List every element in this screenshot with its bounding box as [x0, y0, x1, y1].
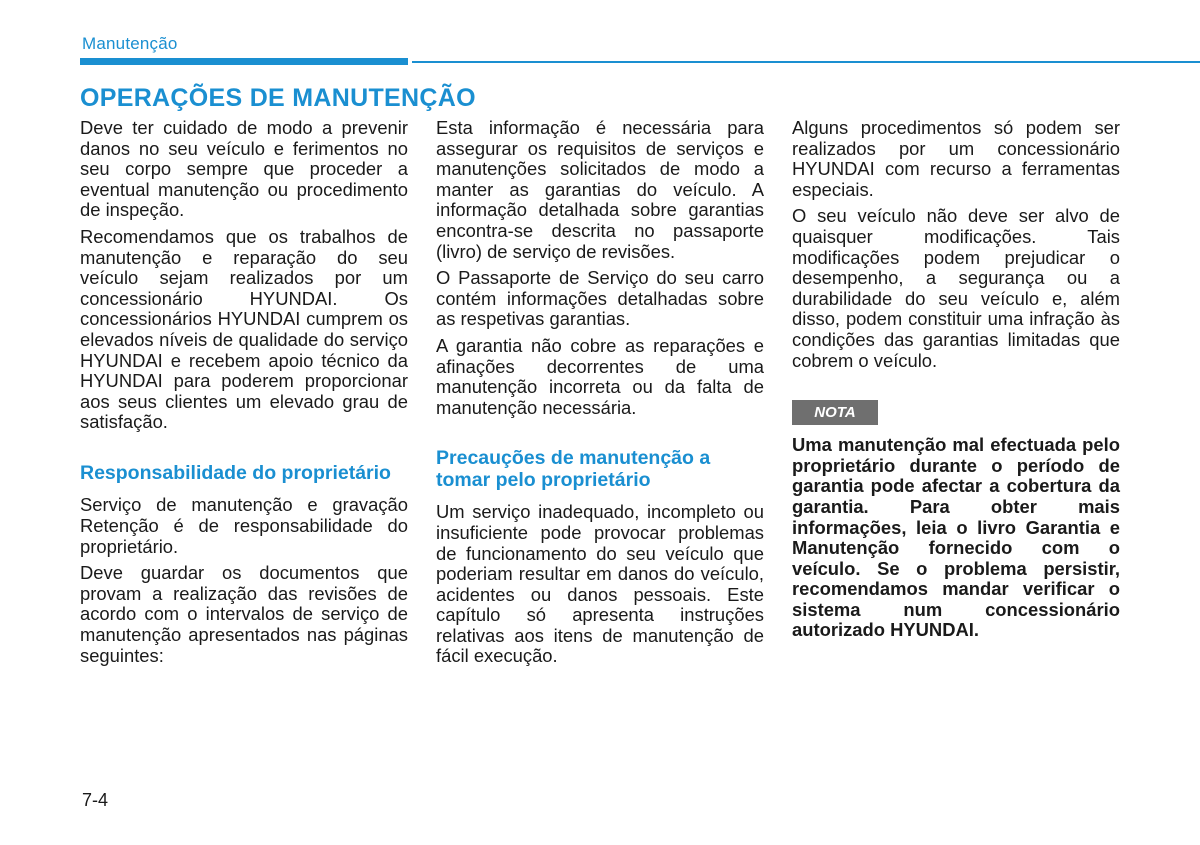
paragraph: Esta informação é necessária para assegurar os requisitos de serviços e manutenções solicitados de modo a manter as garantias do veículo. A informação detalhada sobre garantias encontra-se descrita no passaporte (livro) de serviço de revisões.: [436, 117, 764, 262]
page-number: 7-4: [82, 790, 109, 810]
column-1: [80, 118, 408, 672]
paragraph: Serviço de manutenção e gravação Retenção é de responsabilidade do proprietário.: [80, 494, 408, 557]
header-label: Manutenção: [82, 34, 178, 53]
subheading-owner-responsibility: Responsabilidade do proprietário: [80, 461, 391, 484]
note-text: Uma manutenção mal efectuada pelo proprietário durante o período de garantia pode afectar a cobertura da garantia. Para obter mais informações, leia o livro Garantia e Manutenção fornecido com o veículo. Se o problema persistir, recomendamos mandar verificar o sistema num concessionário autorizado HYUNDAI.: [792, 434, 1120, 641]
subheading-owner-precautions: Precauções de manutenção a tomar pelo proprietário: [436, 447, 711, 491]
paragraph: Um serviço inadequado, incompleto ou insuficiente pode provocar problemas de funcionamento do seu veículo que poderiam resultar em danos do veículo, acidentes ou danos pessoais. Este capítulo só apresenta instruções relativas aos itens de manutenção de fácil execução.: [436, 501, 764, 667]
header-rule-thick: [80, 58, 408, 65]
paragraph: Deve ter cuidado de modo a prevenir danos no seu veículo e ferimentos no seu corpo sempre que proceder a eventual manutenção ou procedimento de inspeção.: [80, 117, 408, 221]
column-2: [436, 118, 764, 673]
paragraph: O seu veículo não deve ser alvo de quaisquer modificações. Tais modificações podem prejudicar o desempenho, a segurança ou a durabilidade do seu veículo e, além disso, podem constituir uma infração às condições das garantias limitadas que cobrem o veículo.: [792, 205, 1120, 371]
note-badge: NOTA: [792, 400, 878, 425]
section-title: OPERAÇÕES DE MANUTENÇÃO: [80, 84, 476, 112]
paragraph: Alguns procedimentos só podem ser realizados por um concessionário HYUNDAI com recurso a ferramentas especiais.: [792, 117, 1120, 200]
paragraph: Recomendamos que os trabalhos de manutenção e reparação do seu veículo sejam realizados por um concessionário HYUNDAI. Os concessionários HYUNDAI cumprem os elevados níveis de qualidade do serviço HYUNDAI e recebem apoio técnico da HYUNDAI para poderem proporcionar aos seus clientes um elevado grau de satisfação.: [80, 225, 408, 433]
column-3: [792, 118, 1120, 647]
paragraph: O Passaporte de Serviço do seu carro contém informações detalhadas sobre as respetivas garantias.: [436, 267, 764, 330]
header-rule-thin: [412, 61, 1200, 63]
paragraph: A garantia não cobre as reparações e afinações decorrentes de uma manutenção incorreta ou da falta de manutenção necessária.: [436, 334, 764, 418]
paragraph: Deve guardar os documentos que provam a realização das revisões de acordo com o intervalos de serviço de manutenção apresentados nas páginas seguintes:: [80, 562, 408, 666]
